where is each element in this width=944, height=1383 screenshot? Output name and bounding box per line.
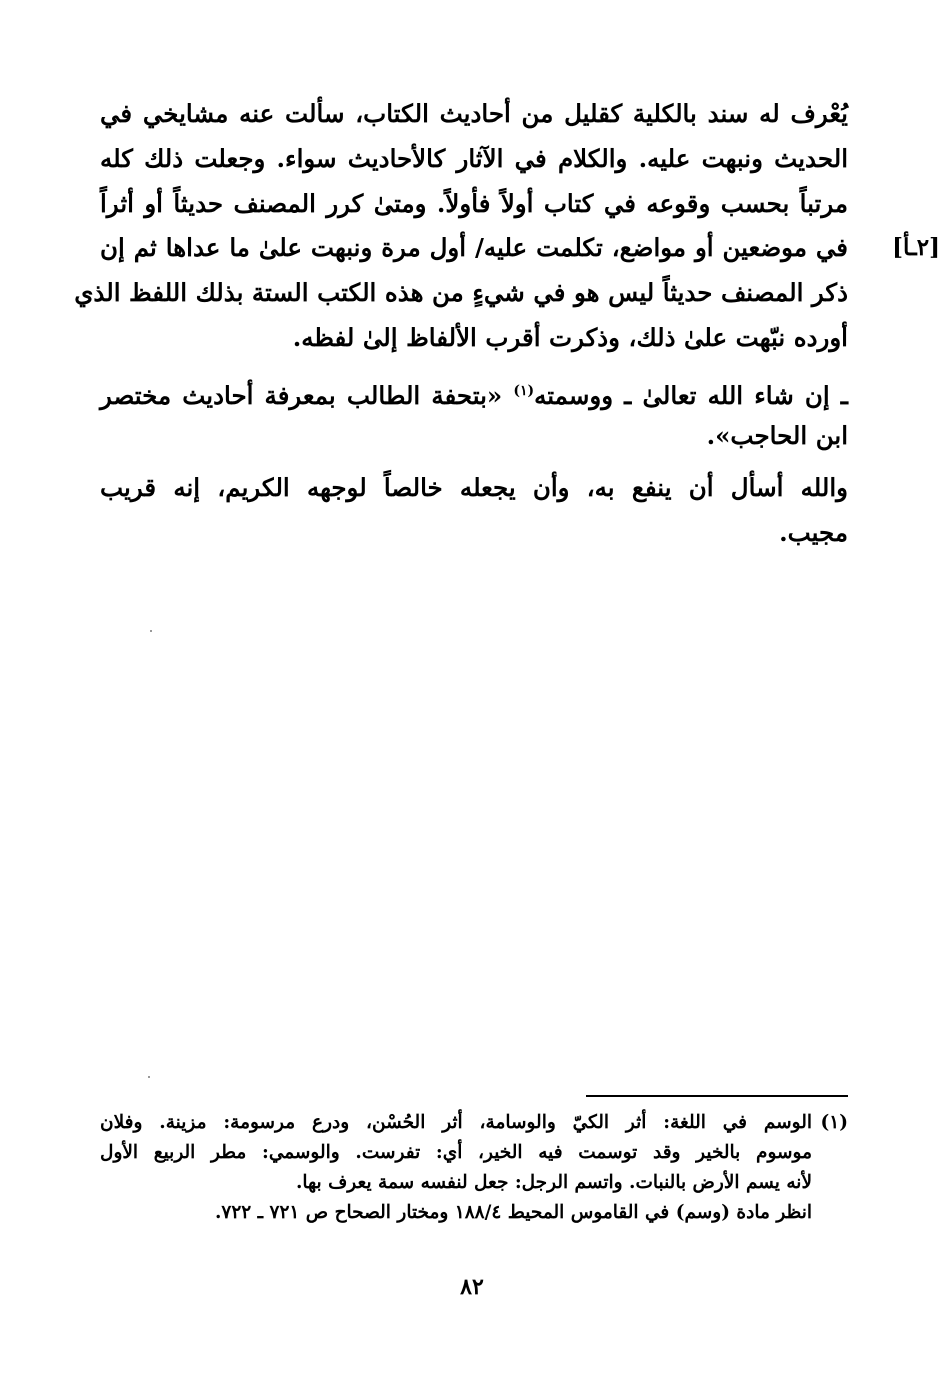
- footnote-text: الوسم في اللغة: أثر الكيّ والوسامة، أثر الحُسْن، ودرع مرسومة: مزينة. وفلان: [100, 1112, 812, 1133]
- text-line: أورده نبّهت علىٰ ذلك، وذكرت أقرب الألفاظ إلىٰ لفظه.: [292, 322, 848, 352]
- paragraph-3: [100, 466, 848, 556]
- footnotes: [100, 1108, 848, 1228]
- footnote-line: انظر مادة (وسم) في القاموس المحيط ١٨٨/٤ ومختار الصحاح ص ٧٢١ ـ ٧٢٢.: [214, 1202, 812, 1223]
- text-line: في موضعين أو مواضع، تكلمت عليه/ أول مرة ونبهت علىٰ ما عداها ثم إن: [100, 233, 848, 263]
- text-line: مرتباً بحسب وقوعه في كتاب أولاً فأولاً. ومتىٰ كرر المصنف حديثاً أو أثراً: [100, 188, 848, 218]
- text-line-with-marker: [100, 226, 940, 271]
- text-line: ابن الحاجب».: [706, 420, 848, 450]
- text-line: ذكر المصنف حديثاً ليس هو في شيءٍ من هذه الكتب الستة بذلك اللفظ الذي: [74, 278, 848, 308]
- text-line: مجيب.: [779, 518, 848, 548]
- text-line: [100, 369, 848, 414]
- footnote-line: [100, 1108, 848, 1138]
- text-line: الحديث ونبهت عليه. والكلام في الآثار كالأحاديث سواء. وجعلت ذلك كله: [100, 143, 848, 173]
- page-number: ٨٢: [460, 1274, 484, 1300]
- paragraph-1: [74, 92, 940, 361]
- scan-speck: [148, 1076, 150, 1078]
- text-line: والله أسأل أن ينفع به، وأن يجعله خالصاً لوجهه الكريم، إنه قريب: [100, 473, 848, 503]
- paragraph-2: [100, 369, 848, 459]
- footnote-line: موسوم بالخير وقد توسمت فيه الخير، أي: تفرست. والوسمي: مطر الربيع الأول: [100, 1142, 812, 1163]
- footnote-reference[interactable]: (١): [513, 382, 535, 399]
- footnote-divider: [586, 1095, 848, 1097]
- text-line: يُعْرف له سند بالكلية كقليل من أحاديث الكتاب، سألت عنه مشايخي في: [100, 99, 848, 128]
- text-segment: ـ إن شاء الله تعالىٰ ـ ووسمته: [534, 380, 848, 410]
- scan-speck: [150, 630, 152, 632]
- footnote-number: (١): [820, 1112, 848, 1133]
- manuscript-folio-marker: [٢ـأ]: [892, 234, 940, 262]
- text-segment: «بتحفة الطالب بمعرفة أحاديث مختصر: [100, 380, 503, 410]
- main-text: [74, 92, 940, 564]
- footnote-line: لأنه يسم الأرض بالنبات. واتسم الرجل: جعل لنفسه سمة يعرف بها.: [295, 1172, 812, 1193]
